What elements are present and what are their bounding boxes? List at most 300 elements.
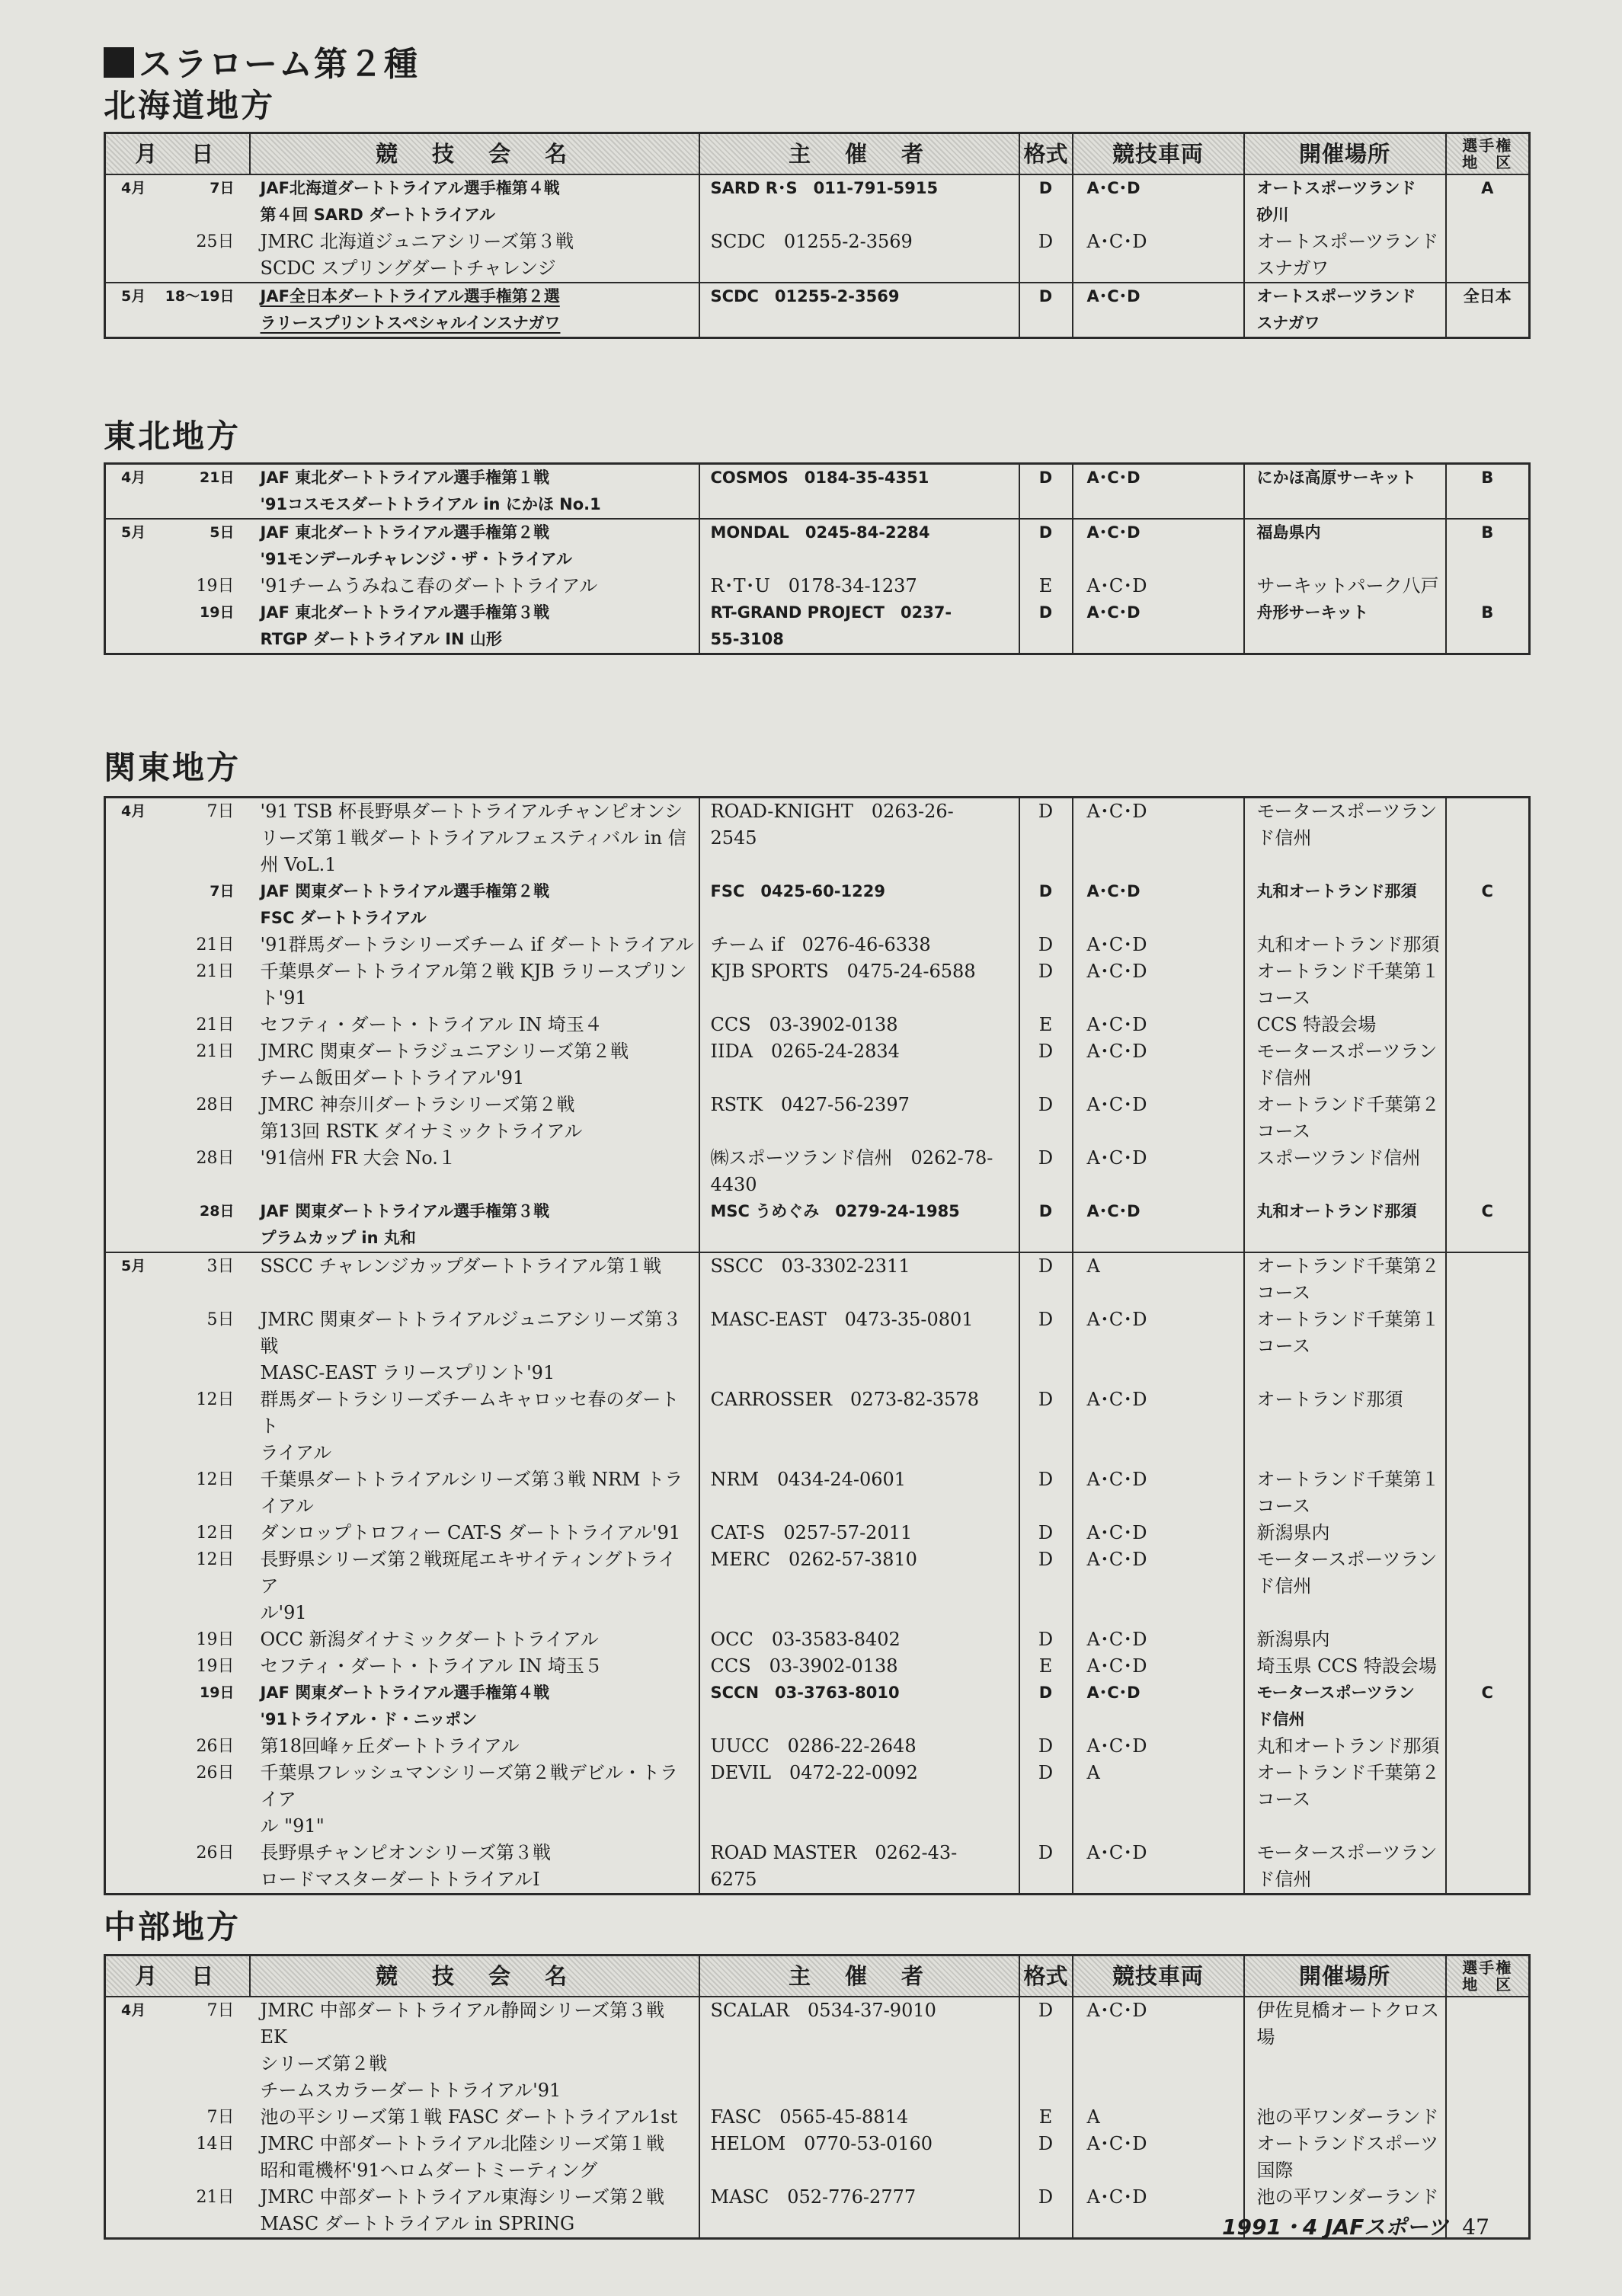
vehicle-classes-cell: [1073, 1252, 1244, 1306]
day: 7日: [210, 883, 235, 900]
championship-area-cell: [1446, 1145, 1530, 1198]
vehicle-classes-cell: [1073, 1520, 1244, 1546]
table-row: [105, 1760, 1530, 1840]
venue: 舟形サーキット: [1256, 603, 1369, 622]
event-name: 第18回峰ヶ丘ダートトライアル: [260, 1735, 520, 1757]
format: D: [1038, 603, 1053, 622]
venue-cell: [1244, 1733, 1446, 1760]
vehicle-classes-cell: [1073, 1145, 1244, 1198]
day: 7日: [206, 802, 235, 821]
vehicle-classes-cell: [1073, 1997, 1244, 2104]
schedule-table-tohoku: [104, 462, 1531, 655]
vehicle-classes-cell: [1073, 283, 1244, 338]
format-cell: [1019, 1733, 1073, 1760]
organizer: R･T･U 0178-34-1237: [710, 575, 917, 596]
venue-cell: [1244, 2104, 1446, 2131]
header-venue: 開催場所: [1244, 133, 1446, 175]
event-name: JAF 関東ダートトライアル選手権第４戦 '91トライアル・ド・ニッポン: [260, 1684, 550, 1728]
championship-area-cell: [1446, 2104, 1530, 2131]
venue-cell: [1244, 1145, 1446, 1198]
venue-cell: [1244, 573, 1446, 600]
championship-area-cell: [1446, 878, 1530, 932]
organizer-cell: [699, 1760, 1019, 1840]
venue: オートスポーツランド スナガワ: [1256, 287, 1416, 332]
vehicle-classes: A･C･D: [1086, 603, 1141, 622]
event-name: JAF 東北ダートトライアル選手権第３戦 RTGP ダートトライアル IN 山形: [260, 603, 550, 648]
month: 4月: [121, 180, 146, 197]
organizer-cell: [699, 519, 1019, 573]
venue-cell: [1244, 229, 1446, 283]
footer-issue: 1991・4: [1222, 2214, 1318, 2240]
event-name-cell: [250, 2104, 699, 2131]
format-cell: [1019, 1252, 1073, 1306]
event-name: '91チームうみねこ春のダートトライアル: [260, 575, 598, 596]
vehicle-classes: A･C･D: [1086, 179, 1141, 197]
venue: オートランド千葉第２ コース: [1256, 1255, 1440, 1303]
date-cell: [105, 2184, 250, 2239]
table-row: [105, 573, 1530, 600]
event-name-cell: [250, 1386, 699, 1466]
format: E: [1038, 575, 1053, 596]
championship-area-cell: [1446, 958, 1530, 1012]
championship-area-cell: [1446, 932, 1530, 958]
event-name-cell: [250, 1680, 699, 1733]
vehicle-classes-cell: [1073, 2104, 1244, 2131]
event-name-cell: [250, 1092, 699, 1145]
format-cell: [1019, 573, 1073, 600]
vehicle-classes-cell: [1073, 464, 1244, 520]
date-cell: [105, 878, 250, 932]
organizer: RSTK 0427-56-2397: [710, 1094, 910, 1115]
format: E: [1038, 1014, 1053, 1035]
venue-cell: [1244, 1997, 1446, 2104]
event-name-cell: [250, 1466, 699, 1520]
organizer: OCC 03-3583-8402: [710, 1629, 901, 1650]
vehicle-classes-cell: [1073, 600, 1244, 654]
organizer-cell: [699, 2131, 1019, 2184]
vehicle-classes: A･C･D: [1086, 231, 1147, 252]
venue-cell: [1244, 1680, 1446, 1733]
region-title-chubu: 中部地方: [104, 1908, 242, 1946]
format: D: [1038, 1762, 1054, 1783]
format-cell: [1019, 2104, 1073, 2131]
event-name: '91群馬ダートラシリーズチーム if ダートトライアル: [260, 934, 694, 955]
table-row: [105, 1997, 1530, 2104]
vehicle-classes-cell: [1073, 1012, 1244, 1038]
organizer-cell: [699, 1680, 1019, 1733]
organizer: UUCC 0286-22-2648: [710, 1735, 917, 1757]
date-cell: [105, 1012, 250, 1038]
event-name-cell: [250, 878, 699, 932]
event-name: JAF全日本ダートトライアル選手権第２選 ラリースプリントスペシャルインスナガワ: [260, 287, 561, 332]
organizer: MSC うめぐみ 0279-24-1985: [710, 1202, 960, 1220]
day: 3日: [206, 1257, 235, 1276]
event-name: JAF 東北ダートトライアル選手権第１戦 '91コスモスダートトライアル in にかほ No.1: [260, 468, 601, 513]
day: 12日: [196, 1390, 235, 1409]
vehicle-classes-cell: [1073, 1198, 1244, 1252]
format: D: [1038, 2000, 1054, 2021]
venue: オートランド千葉第２ コース: [1256, 1762, 1440, 1810]
vehicle-classes-cell: [1073, 798, 1244, 879]
format-cell: [1019, 1653, 1073, 1680]
page-number: 47: [1462, 2214, 1489, 2240]
vehicle-classes: A･C･D: [1086, 1735, 1147, 1757]
venue-cell: [1244, 174, 1446, 229]
championship-area-cell: [1446, 1626, 1530, 1653]
vehicle-classes: A･C･D: [1086, 882, 1141, 900]
date-cell: [105, 1546, 250, 1626]
championship-area-cell: [1446, 283, 1530, 338]
month: 5月: [121, 288, 146, 305]
championship-area: B: [1481, 468, 1494, 487]
event-name-cell: [250, 932, 699, 958]
venue: 新潟県内: [1256, 1629, 1330, 1650]
vehicle-classes-cell: [1073, 932, 1244, 958]
event-name-cell: [250, 1546, 699, 1626]
event-name: JMRC 関東ダートラジュニアシリーズ第２戦 チーム飯田ダートトライアル'91: [260, 1041, 629, 1089]
organizer-cell: [699, 573, 1019, 600]
vehicle-classes: A: [1086, 1762, 1100, 1783]
organizer: SCCN 03-3763-8010: [710, 1684, 900, 1702]
organizer-cell: [699, 932, 1019, 958]
venue: 丸和オートランド那須: [1256, 882, 1417, 900]
venue: オートランド千葉第１ コース: [1256, 1309, 1440, 1357]
event-name-cell: [250, 1733, 699, 1760]
date-cell: [105, 932, 250, 958]
format-cell: [1019, 1760, 1073, 1840]
day: 26日: [196, 1764, 235, 1783]
organizer-cell: [699, 878, 1019, 932]
day: 19日: [196, 577, 235, 596]
event-name: 長野県チャンピオンシリーズ第３戦 ロードマスターダートトライアルⅠ: [260, 1842, 551, 1890]
date-cell: [105, 519, 250, 573]
format-cell: [1019, 1997, 1073, 2104]
championship-area-cell: [1446, 519, 1530, 573]
championship-area-cell: [1446, 1198, 1530, 1252]
format: D: [1038, 1147, 1054, 1169]
format: D: [1038, 1549, 1054, 1570]
vehicle-classes-cell: [1073, 1306, 1244, 1386]
table-row: [105, 932, 1530, 958]
venue-cell: [1244, 600, 1446, 654]
table-row: [105, 519, 1530, 573]
championship-area-cell: [1446, 2131, 1530, 2184]
event-name-cell: [250, 174, 699, 229]
organizer-cell: [699, 1546, 1019, 1626]
event-name-cell: [250, 1145, 699, 1198]
organizer-cell: [699, 1092, 1019, 1145]
day: 12日: [196, 1550, 235, 1569]
date-cell: [105, 464, 250, 520]
event-name: SSCC チャレンジカップダートトライアル第１戦: [260, 1255, 662, 1277]
format: D: [1038, 1842, 1054, 1863]
table-row: [105, 174, 1530, 229]
vehicle-classes: A･C･D: [1086, 468, 1141, 487]
venue-cell: [1244, 1626, 1446, 1653]
venue: オートランド千葉第２ コース: [1256, 1094, 1440, 1142]
format-cell: [1019, 519, 1073, 573]
day: 19日: [200, 1684, 235, 1701]
venue: 丸和オートランド那須: [1256, 934, 1440, 955]
organizer: MASC-EAST 0473-35-0801: [710, 1309, 974, 1330]
date-cell: [105, 1466, 250, 1520]
format-cell: [1019, 1198, 1073, 1252]
venue-cell: [1244, 958, 1446, 1012]
championship-area-cell: [1446, 1466, 1530, 1520]
organizer-cell: [699, 1386, 1019, 1466]
table-header-row: [105, 1955, 1530, 1997]
vehicle-classes-cell: [1073, 1760, 1244, 1840]
format: D: [1038, 1255, 1054, 1277]
organizer-cell: [699, 1840, 1019, 1895]
header-organizer: 主 催 者: [699, 1955, 1019, 1997]
format-cell: [1019, 1012, 1073, 1038]
organizer-cell: [699, 2184, 1019, 2239]
day: 28日: [200, 1203, 235, 1220]
event-name-cell: [250, 2184, 699, 2239]
day: 25日: [196, 232, 235, 251]
format: D: [1038, 1389, 1054, 1410]
championship-area: A: [1481, 179, 1494, 197]
table-row: [105, 1520, 1530, 1546]
day: 26日: [196, 1737, 235, 1756]
organizer: KJB SPORTS 0475-24-6588: [710, 961, 976, 982]
event-name-cell: [250, 1012, 699, 1038]
format-cell: [1019, 2184, 1073, 2239]
event-name: 群馬ダートラシリーズチームキャロッセ春のダートト ライアル: [260, 1389, 680, 1463]
event-name: JMRC 関東ダートトライアルジュニアシリーズ第３ 戦 MASC-EAST ラリースプリント'91: [260, 1309, 682, 1383]
organizer-cell: [699, 1198, 1019, 1252]
organizer: MERC 0262-57-3810: [710, 1549, 917, 1570]
vehicle-classes: A･C･D: [1086, 1147, 1147, 1169]
event-name-cell: [250, 1840, 699, 1895]
venue: 丸和オートランド那須: [1256, 1735, 1440, 1757]
organizer-cell: [699, 1012, 1019, 1038]
format-cell: [1019, 798, 1073, 879]
table-row: [105, 1092, 1530, 1145]
table-row: [105, 878, 1530, 932]
organizer: SARD R･S 011-791-5915: [710, 179, 939, 197]
venue-cell: [1244, 1840, 1446, 1895]
format: D: [1038, 882, 1053, 900]
venue-cell: [1244, 1198, 1446, 1252]
date-cell: [105, 1252, 250, 1306]
vehicle-classes-cell: [1073, 519, 1244, 573]
venue: オートランド千葉第１ コース: [1256, 1469, 1440, 1517]
vehicle-classes-cell: [1073, 1680, 1244, 1733]
vehicle-classes-cell: [1073, 878, 1244, 932]
venue-cell: [1244, 519, 1446, 573]
venue: オートランドスポーツ 国際: [1256, 2133, 1439, 2181]
format: D: [1038, 801, 1054, 822]
championship-area-cell: [1446, 1997, 1530, 2104]
vehicle-classes: A･C･D: [1086, 2186, 1147, 2208]
format-cell: [1019, 1626, 1073, 1653]
organizer-cell: [699, 174, 1019, 229]
table-row: [105, 2104, 1530, 2131]
header-cars: 競技車両: [1073, 133, 1244, 175]
venue-cell: [1244, 1760, 1446, 1840]
organizer-cell: [699, 600, 1019, 654]
venue-cell: [1244, 1306, 1446, 1386]
format: D: [1038, 1684, 1053, 1702]
square-bullet-icon: [104, 47, 134, 78]
event-name-cell: [250, 1626, 699, 1653]
vehicle-classes: A･C･D: [1086, 801, 1147, 822]
day: 21日: [196, 1015, 235, 1034]
venue: 丸和オートランド那須: [1256, 1202, 1417, 1220]
vehicle-classes-cell: [1073, 229, 1244, 283]
vehicle-classes: A･C･D: [1086, 961, 1147, 982]
schedule-table-kanto: [104, 796, 1531, 1895]
page-footer: [1222, 2211, 1489, 2241]
organizer-cell: [699, 1306, 1019, 1386]
date-cell: [105, 600, 250, 654]
vehicle-classes-cell: [1073, 1466, 1244, 1520]
table-row: [105, 1733, 1530, 1760]
date-cell: [105, 573, 250, 600]
organizer: ㈱スポーツランド信州 0262-78- 4430: [710, 1147, 993, 1195]
event-name: セフティ・ダート・トライアル IN 埼玉４: [260, 1014, 603, 1035]
format: D: [1038, 1094, 1054, 1115]
organizer: CARROSSER 0273-82-3578: [710, 1389, 979, 1410]
format: D: [1038, 1041, 1054, 1062]
vehicle-classes-cell: [1073, 1733, 1244, 1760]
championship-area-cell: [1446, 1252, 1530, 1306]
organizer-cell: [699, 229, 1019, 283]
format: E: [1038, 2106, 1053, 2128]
region-title-kanto: 関東地方: [104, 749, 242, 786]
date-cell: [105, 1653, 250, 1680]
table-row: [105, 798, 1530, 879]
date-cell: [105, 1198, 250, 1252]
table-row: [105, 2131, 1530, 2184]
vehicle-classes: A･C･D: [1086, 1041, 1147, 1062]
vehicle-classes: A･C･D: [1086, 1684, 1141, 1702]
event-name-cell: [250, 798, 699, 879]
event-name-cell: [250, 229, 699, 283]
format-cell: [1019, 1306, 1073, 1386]
event-name-cell: [250, 1997, 699, 2104]
date-cell: [105, 1733, 250, 1760]
event-name: JAF 関東ダートトライアル選手権第２戦 FSC ダートトライアル: [260, 882, 550, 927]
organizer-cell: [699, 1626, 1019, 1653]
day: 7日: [210, 180, 235, 197]
event-name: JMRC 中部ダートトライアル東海シリーズ第２戦 MASC ダートトライアル in SPRING: [260, 2186, 665, 2234]
table-row: [105, 1546, 1530, 1626]
date-cell: [105, 1386, 250, 1466]
vehicle-classes: A･C･D: [1086, 934, 1147, 955]
organizer: ROAD MASTER 0262-43- 6275: [710, 1842, 958, 1890]
header-date: 月 日: [105, 1955, 250, 1997]
region-title-tohoku: 東北地方: [104, 417, 242, 455]
event-name-cell: [250, 1653, 699, 1680]
venue: オートスポーツランド スナガワ: [1256, 231, 1439, 279]
venue-cell: [1244, 1546, 1446, 1626]
organizer: SCDC 01255-2-3569: [710, 231, 913, 252]
table-row: [105, 1012, 1530, 1038]
organizer-cell: [699, 1252, 1019, 1306]
format: D: [1038, 2186, 1054, 2208]
header-event-name: 競 技 会 名: [250, 133, 699, 175]
format: D: [1038, 934, 1054, 955]
venue: 新潟県内: [1256, 1522, 1330, 1543]
championship-area: C: [1481, 882, 1493, 900]
venue: モータースポーツラン ド信州: [1256, 1684, 1415, 1728]
event-name-cell: [250, 519, 699, 573]
vehicle-classes: A･C･D: [1086, 1309, 1147, 1330]
organizer: ROAD-KNIGHT 0263-26- 2545: [710, 801, 954, 849]
organizer-cell: [699, 1733, 1019, 1760]
format-cell: [1019, 1680, 1073, 1733]
date-cell: [105, 1626, 250, 1653]
vehicle-classes: A･C･D: [1086, 523, 1141, 542]
day: 7日: [206, 2001, 235, 2020]
date-cell: [105, 1038, 250, 1092]
format: D: [1038, 287, 1053, 305]
table-row: [105, 1038, 1530, 1092]
format: D: [1038, 1629, 1054, 1650]
event-name: JMRC 北海道ジュニアシリーズ第３戦 SCDC スプリングダートチャレンジ: [260, 231, 574, 279]
day: 5日: [210, 524, 235, 541]
date-cell: [105, 229, 250, 283]
date-cell: [105, 2131, 250, 2184]
day: 14日: [196, 2135, 235, 2154]
championship-area-cell: [1446, 573, 1530, 600]
format-cell: [1019, 2131, 1073, 2184]
format-cell: [1019, 958, 1073, 1012]
event-name: ダンロップトロフィー CAT-S ダートトライアル'91: [260, 1522, 681, 1543]
venue: 伊佐見橋オートクロス 場: [1256, 2000, 1440, 2048]
table-row: [105, 1145, 1530, 1198]
format-cell: [1019, 1038, 1073, 1092]
table-row: [105, 1653, 1530, 1680]
vehicle-classes-cell: [1073, 1840, 1244, 1895]
championship-area-cell: [1446, 174, 1530, 229]
vehicle-classes: A･C･D: [1086, 1549, 1147, 1570]
organizer: CAT-S 0257-57-2011: [710, 1522, 913, 1543]
format: D: [1038, 1735, 1054, 1757]
venue: モータースポーツラン ド信州: [1256, 1549, 1438, 1597]
day: 19日: [196, 1630, 235, 1649]
organizer: SCALAR 0534-37-9010: [710, 2000, 936, 2021]
organizer: RT-GRAND PROJECT 0237- 55-3108: [710, 603, 952, 648]
championship-area-cell: [1446, 1306, 1530, 1386]
vehicle-classes-cell: [1073, 1626, 1244, 1653]
day: 5日: [206, 1310, 235, 1329]
format-cell: [1019, 1546, 1073, 1626]
format-cell: [1019, 1386, 1073, 1466]
month: 5月: [121, 1258, 146, 1274]
format-cell: [1019, 878, 1073, 932]
format-cell: [1019, 229, 1073, 283]
venue: モータースポーツラン ド信州: [1256, 801, 1438, 849]
date-cell: [105, 1840, 250, 1895]
venue: オートランド千葉第１ コース: [1256, 961, 1440, 1009]
venue-cell: [1244, 1466, 1446, 1520]
event-name: 千葉県ダートトライアルシリーズ第３戦 NRM トラ イアル: [260, 1469, 683, 1517]
event-name-cell: [250, 1306, 699, 1386]
championship-area: B: [1481, 603, 1494, 622]
header-cars: 競技車両: [1073, 1955, 1244, 1997]
vehicle-classes-cell: [1073, 1038, 1244, 1092]
vehicle-classes-cell: [1073, 174, 1244, 229]
venue: オートランド那須: [1256, 1389, 1403, 1410]
organizer: SCDC 01255-2-3569: [710, 287, 900, 305]
organizer-cell: [699, 1653, 1019, 1680]
day: 26日: [196, 1844, 235, 1863]
vehicle-classes: A･C･D: [1086, 1094, 1147, 1115]
